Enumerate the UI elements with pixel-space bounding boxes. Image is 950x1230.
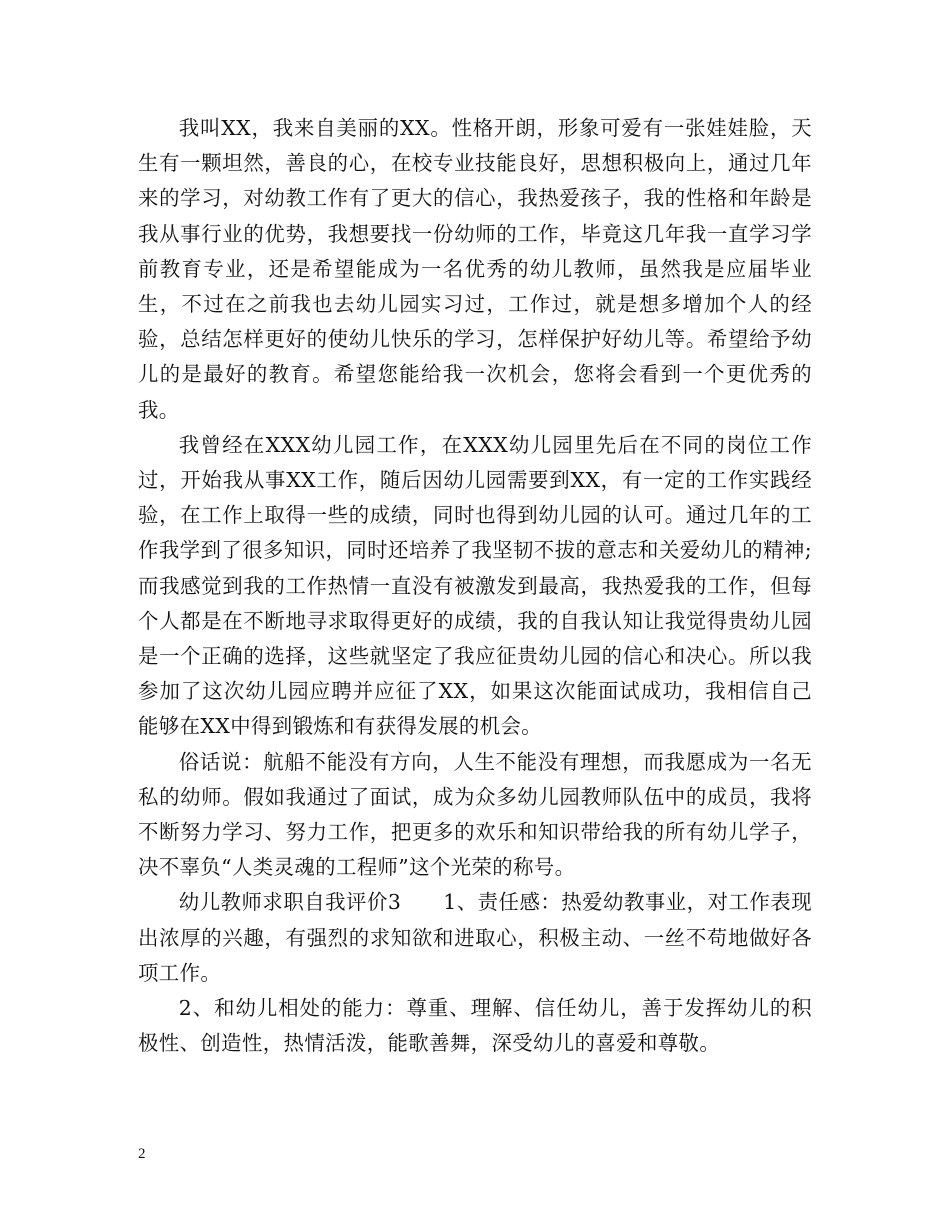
document-body bbox=[138, 111, 812, 1061]
paragraph-item-2: 2、和幼儿相处的能力：尊重、理解、信任幼儿，善于发挥幼儿的积极性、创造性，热情活泼，能歌善舞，深受幼儿的喜爱和尊敬。 bbox=[138, 996, 812, 1056]
page-number: 2 bbox=[138, 1146, 146, 1162]
paragraph-self-introduction: 我叫XX，我来自美丽的XX。性格开朗，形象可爱有一张娃娃脸，天生有一颗坦然，善良的心，在校专业技能良好，思想积极向上，通过几年来的学习，对幼教工作有了更大的信心，我热爱孩子，我的性格和年龄是我从事行业的优势，我想要找一份幼师的工作，毕竟这几年我一直学习学前教育专业，还是希望能成为一名优秀的幼儿教师，虽然我是应届毕业生，不过在之前我也去幼儿园实习过，工作过，就是想多增加个人的经验，总结怎样更好的使幼儿快乐的学习，怎样保护好幼儿等。希望给予幼儿的是最好的教育。希望您能给我一次机会，您将会看到一个更优秀的我。 bbox=[138, 116, 812, 422]
section-heading: 幼儿教师求职自我评价3 bbox=[178, 890, 402, 915]
item-responsibility: 1、责任感：热爱幼教事业，对工作表现出浓厚的兴趣，有强烈的求知欲和进取心，积极主动、一丝不苟地做好各项工作。 bbox=[138, 890, 813, 985]
paragraph-work-experience: 我曾经在XXX幼儿园工作，在XXX幼儿园里先后在不同的岗位工作过，开始我从事XX工作，随后因幼儿园需要到XX，有一定的工作实践经验，在工作上取得一些的成绩，同时也得到幼儿园的认可。通过几年的工作我学到了很多知识，同时还培养了我坚韧不拔的意志和关爱幼儿的精神;而我感觉到我的工作热情一直没有被激发到最高，我热爱我的工作，但每个人都是在不断地寻求取得更好的成绩，我的自我认知让我觉得贵幼儿园是一个正确的选择，这些就坚定了我应征贵幼儿园的信心和决心。所以我参加了这次幼儿园应聘并应征了XX，如果这次能面试成功，我相信自己能够在XX中得到锻炼和有获得发展的机会。 bbox=[138, 432, 812, 739]
paragraph-section-3 bbox=[138, 885, 812, 991]
paragraph-aspiration: 俗话说：航船不能没有方向，人生不能没有理想，而我愿成为一名无私的幼师。假如我通过了面试，成为众多幼儿园教师队伍中的成员，我将不断努力学习、努力工作，把更多的欢乐和知识带给我的所有幼儿学子，决不辜负“人类灵魂的工程师”这个光荣的称号。 bbox=[138, 749, 812, 880]
